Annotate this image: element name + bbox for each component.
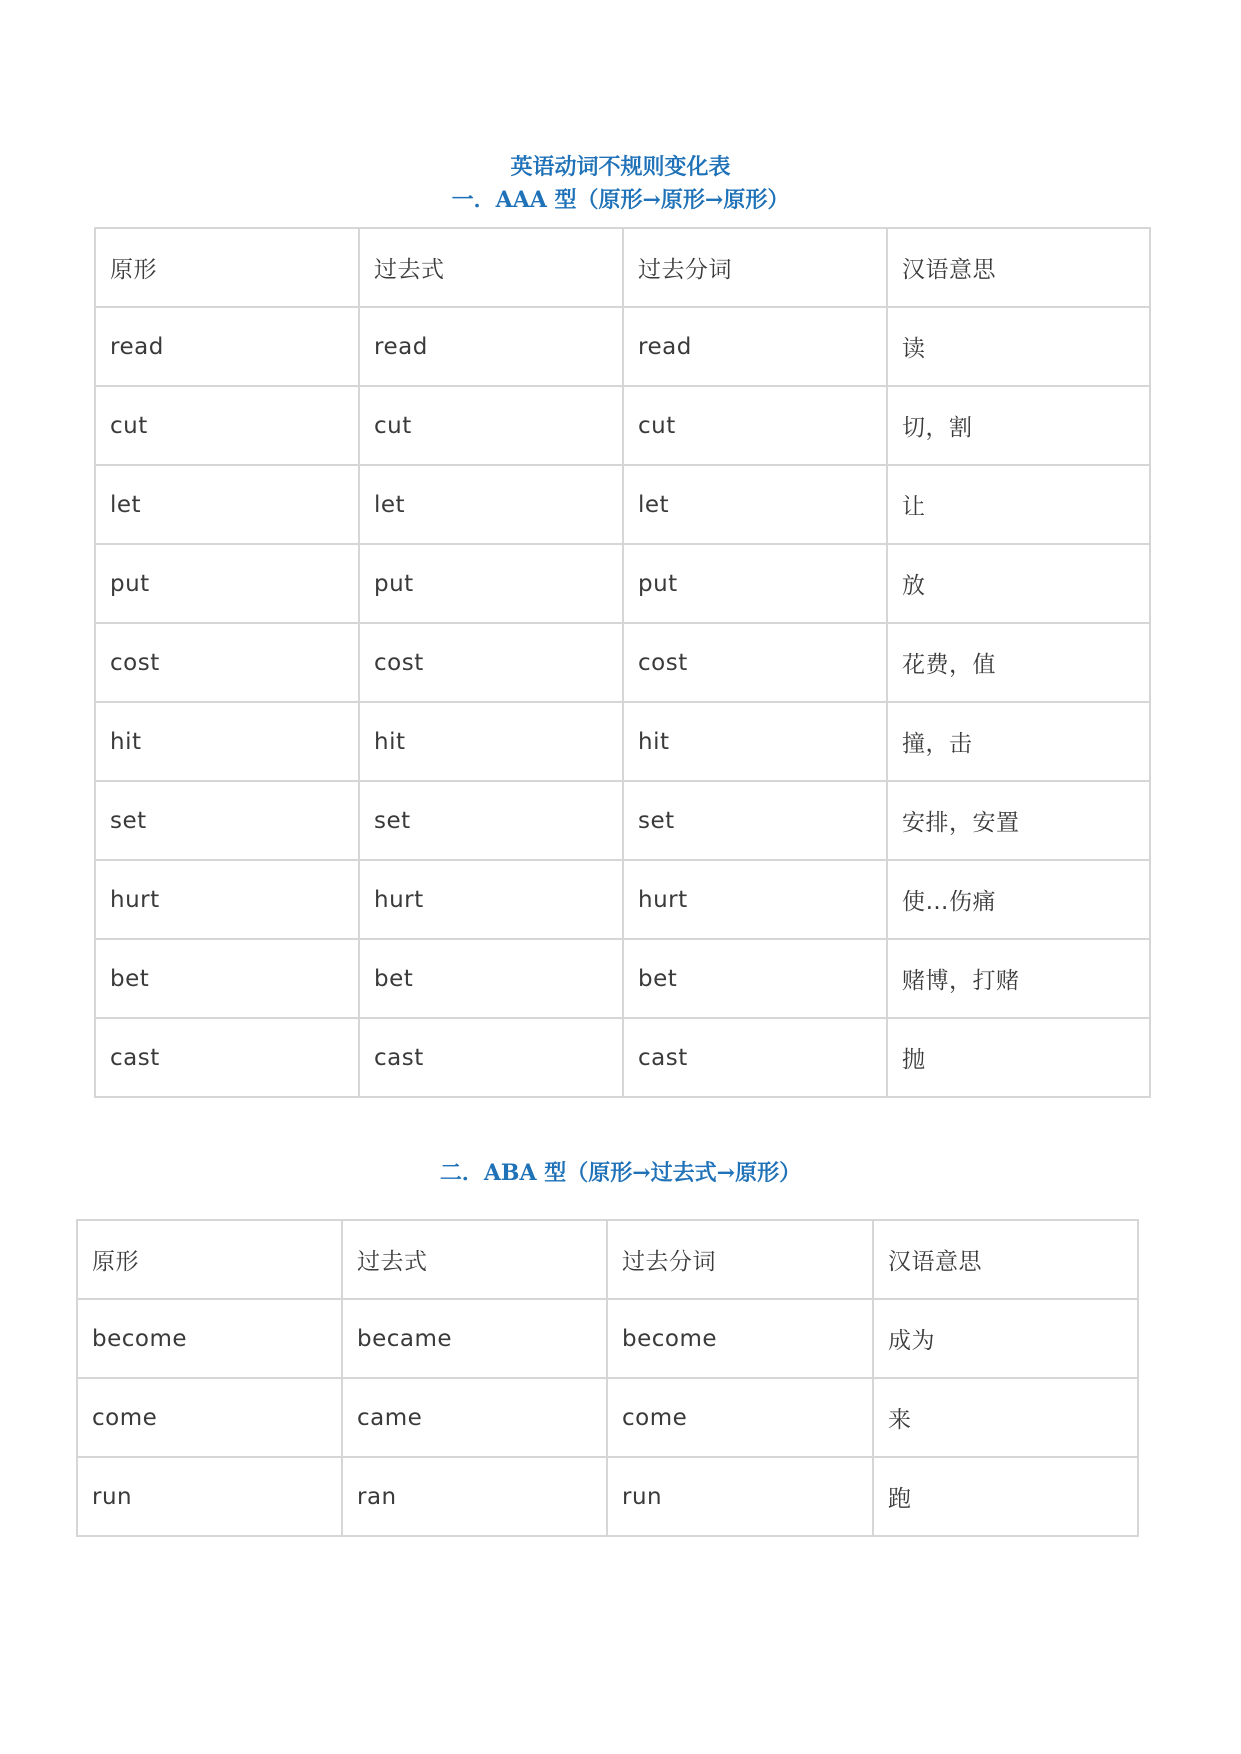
cell-past-participle: hit	[623, 702, 887, 781]
column-header-past-participle: 过去分词	[607, 1220, 873, 1299]
cell-chinese-meaning: 撞，击	[887, 702, 1150, 781]
column-header-chinese-meaning: 汉语意思	[887, 228, 1150, 307]
column-header-past-tense: 过去式	[359, 228, 623, 307]
cell-past-tense: set	[359, 781, 623, 860]
cell-past-tense: ran	[342, 1457, 607, 1536]
cell-past-participle: become	[607, 1299, 873, 1378]
cell-past-tense: cost	[359, 623, 623, 702]
aba-verb-table	[76, 1219, 1139, 1537]
cell-past-tense: cast	[359, 1018, 623, 1097]
table-row	[77, 1299, 1138, 1378]
cell-base-form: cost	[95, 623, 359, 702]
cell-past-participle: cost	[623, 623, 887, 702]
section-aba-heading: 二．ABA 型（原形→过去式→原形）	[439, 1160, 802, 1186]
table-row	[95, 860, 1150, 939]
cell-base-form: cast	[95, 1018, 359, 1097]
column-header-base-form: 原形	[77, 1220, 342, 1299]
cell-past-participle: cut	[623, 386, 887, 465]
cell-past-participle: read	[623, 307, 887, 386]
cell-past-tense: bet	[359, 939, 623, 1018]
cell-base-form: let	[95, 465, 359, 544]
table-row	[95, 465, 1150, 544]
cell-chinese-meaning: 使…伤痛	[887, 860, 1150, 939]
table-row	[95, 386, 1150, 465]
cell-chinese-meaning: 抛	[887, 1018, 1150, 1097]
cell-past-tense: cut	[359, 386, 623, 465]
table-row	[95, 623, 1150, 702]
cell-base-form: put	[95, 544, 359, 623]
cell-past-tense: came	[342, 1378, 607, 1457]
cell-base-form: run	[77, 1457, 342, 1536]
cell-base-form: read	[95, 307, 359, 386]
column-header-past-participle: 过去分词	[623, 228, 887, 307]
cell-chinese-meaning: 来	[873, 1378, 1138, 1457]
table-header-row	[95, 228, 1150, 307]
cell-base-form: set	[95, 781, 359, 860]
table-row	[95, 544, 1150, 623]
cell-past-participle: cast	[623, 1018, 887, 1097]
document-title: 英语动词不规则变化表	[510, 154, 731, 180]
table-row	[95, 702, 1150, 781]
cell-past-participle: bet	[623, 939, 887, 1018]
cell-past-tense: put	[359, 544, 623, 623]
cell-past-participle: come	[607, 1378, 873, 1457]
cell-base-form: become	[77, 1299, 342, 1378]
cell-past-tense: became	[342, 1299, 607, 1378]
aaa-verb-table	[94, 227, 1151, 1098]
table-row	[77, 1378, 1138, 1457]
cell-chinese-meaning: 让	[887, 465, 1150, 544]
cell-base-form: hit	[95, 702, 359, 781]
cell-past-tense: hurt	[359, 860, 623, 939]
cell-chinese-meaning: 安排，安置	[887, 781, 1150, 860]
cell-chinese-meaning: 切，割	[887, 386, 1150, 465]
cell-chinese-meaning: 放	[887, 544, 1150, 623]
cell-chinese-meaning: 读	[887, 307, 1150, 386]
cell-chinese-meaning: 花费，值	[887, 623, 1150, 702]
cell-chinese-meaning: 赌博，打赌	[887, 939, 1150, 1018]
table-row	[95, 1018, 1150, 1097]
cell-chinese-meaning: 成为	[873, 1299, 1138, 1378]
cell-base-form: cut	[95, 386, 359, 465]
table-row	[95, 781, 1150, 860]
cell-past-tense: let	[359, 465, 623, 544]
cell-past-participle: let	[623, 465, 887, 544]
column-header-past-tense: 过去式	[342, 1220, 607, 1299]
column-header-base-form: 原形	[95, 228, 359, 307]
table-header-row	[77, 1220, 1138, 1299]
table-row	[77, 1457, 1138, 1536]
cell-past-tense: read	[359, 307, 623, 386]
table-row	[95, 307, 1150, 386]
cell-past-participle: put	[623, 544, 887, 623]
cell-past-participle: set	[623, 781, 887, 860]
cell-base-form: hurt	[95, 860, 359, 939]
cell-past-tense: hit	[359, 702, 623, 781]
cell-base-form: come	[77, 1378, 342, 1457]
cell-base-form: bet	[95, 939, 359, 1018]
column-header-chinese-meaning: 汉语意思	[873, 1220, 1138, 1299]
table-row	[95, 939, 1150, 1018]
cell-chinese-meaning: 跑	[873, 1457, 1138, 1536]
cell-past-participle: hurt	[623, 860, 887, 939]
section-aaa-heading: 一．AAA 型（原形→原形→原形）	[451, 187, 790, 213]
cell-past-participle: run	[607, 1457, 873, 1536]
